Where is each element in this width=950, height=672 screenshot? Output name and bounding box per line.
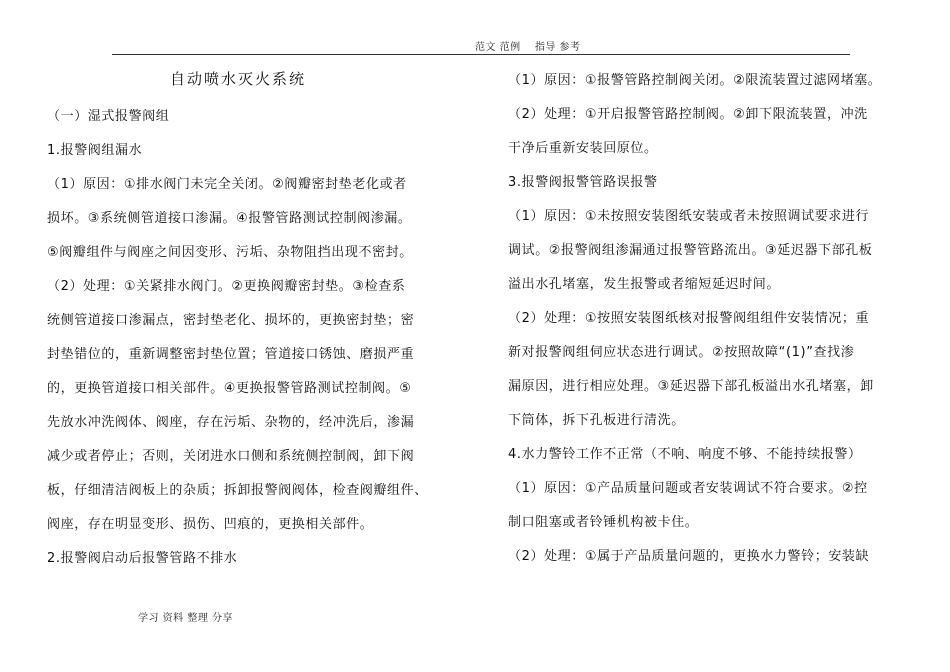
subsection-heading: 2.报警阀启动后报警管路不排水 [47, 551, 238, 566]
text-line: （1）原因：①排水阀门未完全关闭。②阀瓣密封垫老化或者 [47, 177, 407, 192]
text-line: 板，仔细清洁阀板上的杂质；拆卸报警阀阀体，检查阀瓣组件、 [47, 483, 428, 498]
header-divider [112, 54, 850, 55]
text-line: 损坏。③系统侧管道接口渗漏。④报警管路测试控制阀渗漏。 [47, 211, 412, 226]
document-title: 自动喷水灭火系统 [170, 70, 307, 88]
subsection-heading: 4.水力警铃工作不正常（不响、响度不够、不能持续报警） [508, 447, 862, 462]
text-line: 统侧管道接口渗漏点，密封垫老化、损坏的，更换密封垫；密 [47, 313, 415, 328]
text-line: ⑤阀瓣组件与阀座之间因变形、污垢、杂物阻挡出现不密封。 [47, 245, 413, 260]
text-line: 先放水冲洗阀体、阀座，存在污垢、杂物的，经冲洗后，渗漏 [47, 415, 415, 430]
text-line: （1）原因：①报警管路控制阀关闭。②限流装置过滤网堵塞。 [508, 73, 882, 88]
text-line: （1）原因：①产品质量问题或者安装调试不符合要求。②控 [508, 481, 868, 496]
left-column [47, 100, 457, 576]
text-line: 的，更换管道接口相关部件。④更换报警管路测试控制阀。⑤ [47, 381, 412, 396]
text-line: 减少或者停止；否则，关闭进水口侧和系统侧控制阀，卸下阀 [47, 449, 415, 464]
text-line: （2）处理：①属于产品质量问题的，更换水力警铃；安装缺 [508, 549, 870, 564]
text-line: （2）处理：①按照安装图纸核对报警阀组组件安装情况；重 [508, 311, 870, 326]
text-line: 制口阻塞或者铃锤机构被卡住。 [508, 515, 699, 530]
text-line: 调试。②报警阀组渗漏通过报警管路流出。③延迟器下部孔板 [508, 243, 873, 258]
text-line: （2）处理：①关紧排水阀门。②更换阀瓣密封垫。③检查系 [47, 279, 406, 294]
text-line: 阀座，存在明显变形、损伤、凹痕的，更换相关部件。 [47, 517, 374, 532]
text-line: 封垫错位的，重新调整密封垫位置；管道接口锈蚀、磨损严重 [47, 347, 415, 362]
section-heading: （一）湿式报警阀组 [47, 109, 170, 124]
subsection-heading: 3.报警阀报警管路误报警 [508, 175, 658, 190]
page-footer: 学习 资料 整理 分享 [138, 613, 234, 624]
text-line: 干净后重新安装回原位。 [508, 141, 658, 156]
text-line: 新对报警阀组伺应状态进行调试。②按照故障“(1)”查找渗 [508, 345, 855, 360]
text-line: （2）处理：①开启报警管路控制阀。②卸下限流装置，冲洗 [508, 107, 868, 122]
subsection-heading: 1.报警阀组漏水 [47, 143, 143, 158]
page-header: 范文 范例 指导 参考 [475, 42, 581, 53]
text-line: 漏原因，进行相应处理。③延迟器下部孔板溢出水孔堵塞，卸 [508, 379, 874, 394]
text-line: 下筒体，拆下孔板进行清洗。 [508, 413, 685, 428]
text-line: 溢出水孔堵塞，发生报警或者缩短延迟时间。 [508, 277, 781, 292]
text-line: （1）原因：①未按照安装图纸安装或者未按照调试要求进行 [508, 209, 870, 224]
right-column [508, 64, 908, 574]
